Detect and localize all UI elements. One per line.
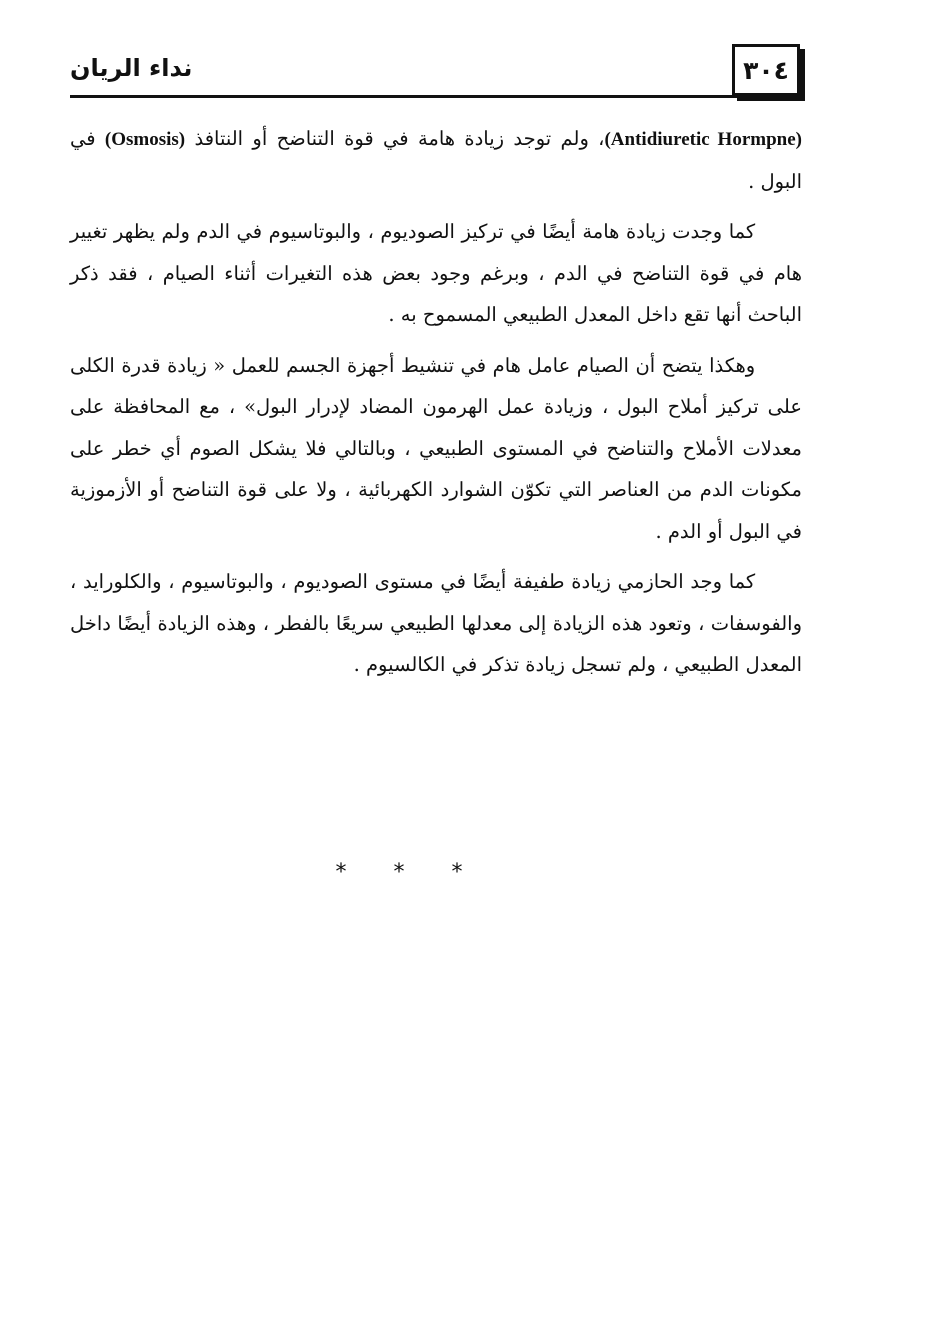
paragraph-2 [70,211,802,336]
paragraph-3-text: وهكذا يتضح أن الصيام عامل هام في تنشيط أجهزة الجسم للعمل « زيادة قدرة الكلى على تركيز أملاح البول ، وزيادة عمل الهرمون المضاد لإدرار البول» ، مع المحافظة على معدلات الأملاح والتناضح في المستوى الطبيعي ، وبالتالي فلا يشكل الصوم أي خطر على مكونات الدم من العناصر التي تكوّن الشوارد الكهربائية ، ولا على قوة التناضح أو الأزموزية في البول أو الدم . [70,353,802,543]
paragraph-2-text: كما وجدت زيادة هامة أيضًا في تركيز الصوديوم ، والبوتاسيوم في الدم ولم يظهر تغيير هام في قوة التناضح في الدم ، وبرغم وجود بعض هذه التغيرات أثناء الصيام ، فقد ذكر الباحث أنها تقع داخل المعدل الطبيعي المسموح به . [70,220,802,326]
term-antidiuretic: (Antidiuretic Hormpne) [604,129,802,150]
paragraph-4-text: كما وجد الحازمي زيادة طفيفة أيضًا في مستوى الصوديوم ، والبوتاسيوم ، والكلورايد ، والفوسفات ، وتعود هذه الزيادة إلى معدلها الطبيعي سريعًا بالفطر ، وهذه الزيادة أيضًا داخل المعدل الطبيعي ، ولم تسجل زيادة تذكر في الكالسيوم . [70,570,802,676]
paragraph-1-text-a: ، ولم توجد زيادة هامة في قوة التناضح أو النتافذ [185,127,605,150]
running-title: نداء الريان [70,54,193,82]
paragraph-3 [70,345,802,553]
paragraph-1-text-b: في البول . [70,127,802,193]
section-separator: * * * [335,860,483,885]
paragraph-1 [70,118,802,202]
header-rule [70,95,800,98]
term-osmosis: (Osmosis) [104,129,186,150]
body-text [70,118,802,695]
page-number-box: ٣٠٤ [732,44,800,96]
paragraph-4 [70,561,802,686]
page-header [70,40,800,98]
